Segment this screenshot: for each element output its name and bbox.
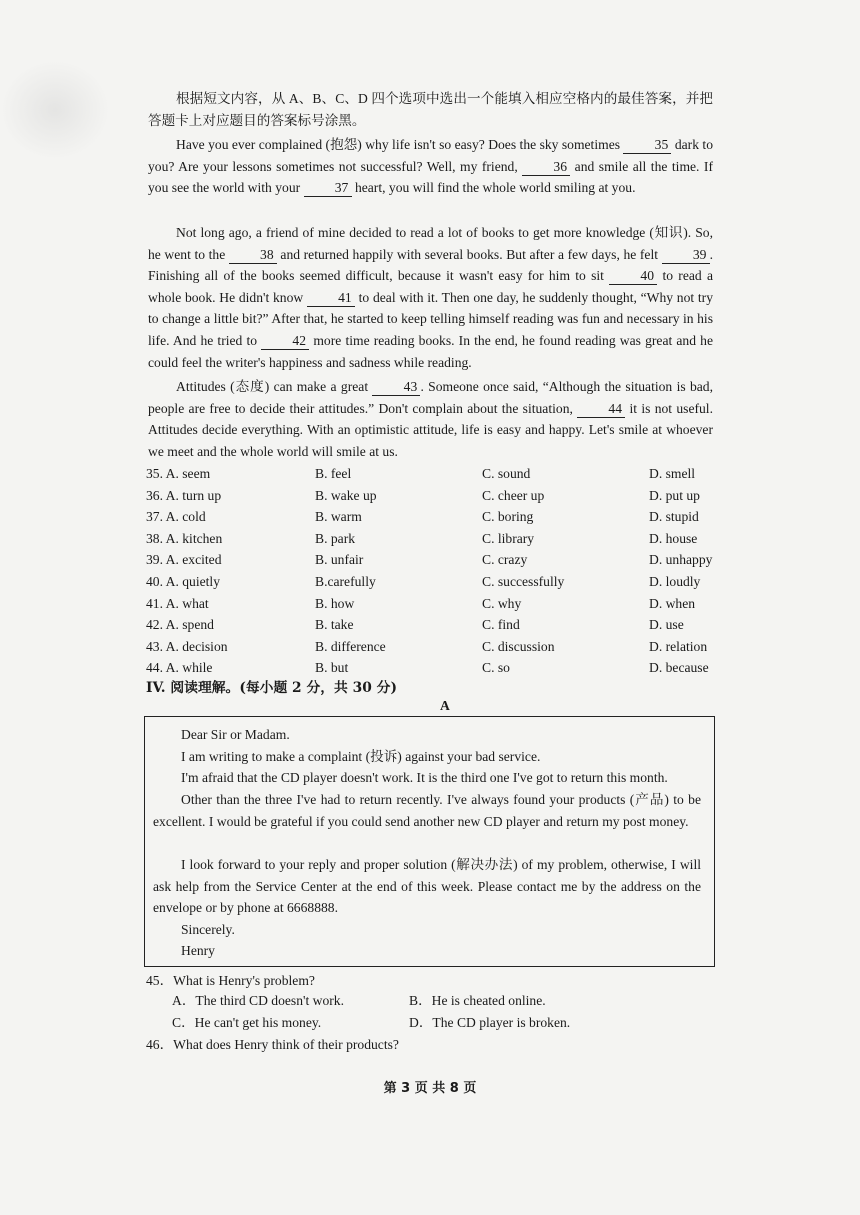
cloze-paragraph-1	[148, 134, 713, 199]
option-b: B. difference	[315, 638, 386, 654]
letter-signature: Henry	[181, 943, 215, 958]
passage-label: A	[440, 698, 450, 713]
option-d: D. use	[649, 617, 684, 633]
blank-44: 44	[577, 400, 625, 418]
letter-line-1: I am writing to make a complaint (投诉) against your bad service.	[181, 749, 541, 764]
option-c: C. boring	[482, 509, 534, 525]
question-46-stem: 46．What does Henry think of their products?	[146, 1037, 399, 1052]
text-segment: more time reading books. In the end, he found reading was great and he could feel the writer's happiness and sadness while reading.	[148, 332, 713, 370]
option-row-37	[146, 506, 726, 528]
option-a: 35. A. seem	[146, 466, 211, 481]
blank-39: 39	[662, 246, 710, 264]
text-segment: it is not useful. Attitudes decide everything. With an optimistic attitude, life is easy and happy. Let's smile at whoever we meet and the whole world will smile at us.	[148, 400, 713, 459]
q45-option-b: B．He is cheated online.	[409, 993, 546, 1008]
option-a: 41. A. what	[146, 595, 209, 611]
option-c: C. cheer up	[482, 487, 545, 503]
text-segment: . Finishing all of the books seemed difficult, because it wasn't easy for him to sit	[148, 246, 714, 284]
option-d: D. smell	[649, 466, 696, 481]
option-row-38	[146, 528, 726, 550]
option-d: D. when	[649, 595, 696, 611]
text-segment: and returned happily with several books. But after a few days, he felt	[276, 246, 662, 262]
text-segment: Attitudes (态度) can make a great	[176, 379, 373, 394]
option-b: B. feel	[315, 466, 352, 481]
option-row-41	[146, 593, 726, 615]
cloze-paragraph-3	[148, 376, 713, 462]
option-b: B. park	[315, 530, 356, 546]
option-b: B. but	[315, 660, 349, 676]
page-footer: 第 3 页 共 8 页	[383, 1081, 477, 1096]
option-d: D. house	[649, 530, 698, 546]
option-a: 43. A. decision	[146, 638, 228, 654]
option-row-39	[146, 549, 726, 571]
option-c: C. successfully	[482, 573, 565, 589]
cloze-paragraph-2	[148, 222, 713, 373]
blank-38: 38	[229, 246, 277, 264]
option-d: D. stupid	[649, 509, 699, 525]
text-segment: Have you ever complained (抱怨) why life isn't so easy? Does the sky sometimes	[176, 137, 624, 152]
option-a: 39. A. excited	[146, 552, 222, 568]
blank-41: 41	[307, 289, 355, 307]
blank-40: 40	[609, 267, 657, 285]
blank-37: 37	[304, 179, 352, 197]
option-b: B. warm	[315, 509, 362, 525]
option-a: 40. A. quietly	[146, 573, 221, 589]
option-row-36	[146, 485, 726, 507]
option-d: D. put up	[649, 487, 700, 503]
option-c: C. library	[482, 530, 535, 546]
option-a: 36. A. turn up	[146, 487, 222, 503]
q45-option-a: A．The third CD doesn't work.	[172, 993, 344, 1008]
blank-35: 35	[623, 136, 671, 154]
scan-shadow	[0, 60, 110, 160]
option-d: D. because	[649, 660, 709, 676]
option-row-42	[146, 614, 726, 636]
text-segment: Not long ago, a friend of mine decided to read a lot of books to get more knowledge (知识). So, he went to the	[148, 225, 713, 262]
option-b: B. take	[315, 617, 354, 633]
q45-option-d: D．The CD player is broken.	[409, 1015, 571, 1030]
option-c: C. so	[482, 660, 510, 676]
text-segment: to read a whole book. He didn't know	[148, 268, 713, 305]
text-segment: dark to you? Are your lessons sometimes not successful? Well, my friend,	[148, 137, 713, 174]
section-title: IV. 阅读理解。(每小题 2 分，共 30 分)	[146, 680, 397, 696]
text-segment: . Someone once said, “Although the situation is bad, people are free to decide their attitudes.” Don't complain about the situation,	[148, 379, 713, 416]
option-b: B. unfair	[315, 552, 364, 568]
option-a: 38. A. kitchen	[146, 530, 223, 546]
option-c: C. find	[482, 617, 520, 633]
option-a: 42. A. spend	[146, 617, 214, 633]
text-segment: heart, you will find the whole world smiling at you.	[351, 180, 636, 196]
option-c: C. sound	[482, 466, 531, 481]
q45-option-c: C．He can't get his money.	[172, 1015, 322, 1030]
instructions: 根据短文内容，从 A、B、C、D 四个选项中选出一个能填入相应空格内的最佳答案，并把答题卡上对应题目的答案标号涂黑。	[148, 91, 713, 128]
option-a: 44. A. while	[146, 660, 213, 676]
text-segment: to deal with it. Then one day, he suddenly thought, “Why not try to change a little bit?” After that, he started to keep telling himself reading was fun and necessary in his life. And he tried to	[148, 289, 713, 348]
letter-line-4: I look forward to your reply and proper solution (解决办法) of my problem, otherwise, I will ask help from the Service Center at the end of this week. Please contact me by the address on the envelope or by phone at 6668888.	[153, 857, 701, 916]
option-b: B. wake up	[315, 487, 377, 503]
option-b: B.carefully	[315, 573, 376, 589]
option-d: D. unhappy	[649, 552, 713, 568]
letter-line-2: I'm afraid that the CD player doesn't work. It is the third one I've got to return this month.	[181, 770, 668, 785]
option-d: D. relation	[649, 638, 708, 654]
option-a: 37. A. cold	[146, 509, 206, 525]
letter-line-3: Other than the three I've had to return recently. I've always found your products (产品) to be excellent. I would be grateful if you could send another new CD player and return my post money.	[153, 792, 701, 829]
option-row-40	[146, 571, 726, 593]
blank-36: 36	[522, 158, 570, 176]
option-c: C. discussion	[482, 638, 555, 654]
option-row-35	[146, 463, 726, 485]
blank-42: 42	[261, 332, 309, 350]
option-row-43	[146, 636, 726, 658]
letter-greeting: Dear Sir or Madam.	[181, 727, 290, 742]
option-c: C. crazy	[482, 552, 528, 568]
text-segment: and smile all the time. If you see the world with your	[148, 158, 713, 196]
option-d: D. loudly	[649, 573, 701, 589]
letter-closing: Sincerely.	[181, 922, 235, 937]
options-table	[146, 463, 726, 679]
option-c: C. why	[482, 595, 522, 611]
question-45-stem: 45．What is Henry's problem?	[146, 973, 315, 988]
option-b: B. how	[315, 595, 355, 611]
blank-43: 43	[372, 378, 420, 396]
